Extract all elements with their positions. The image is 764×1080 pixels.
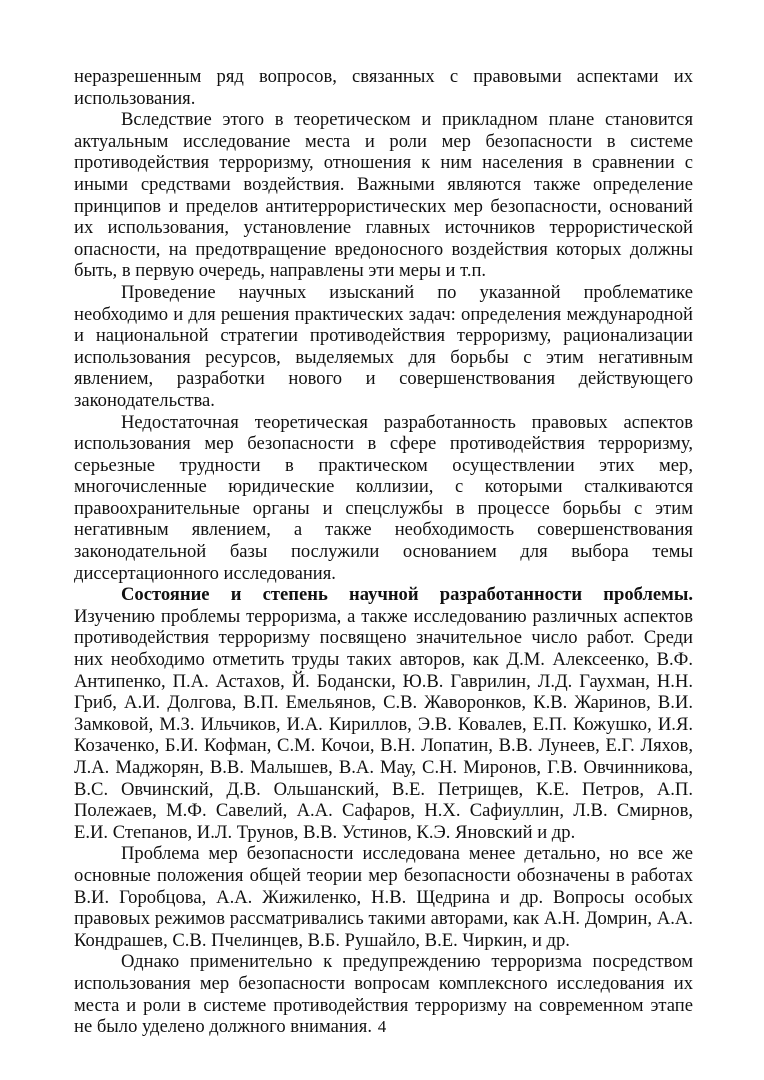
- page-number: 4: [377, 1017, 387, 1036]
- paragraph-1: неразрешенным ряд вопросов, связанных с правовыми аспектами их использования.: [74, 66, 693, 109]
- paragraph-4: Недостаточная теоретическая разработанность правовых аспектов использования мер безопасности в сфере противодействия терроризму, серьезные трудности в практическом осуществлении этих мер, многочисленные юридические коллизии, с которыми сталкиваются правоохранительные органы и спецслужбы в процессе борьбы с этим негативным явлением, а также необходимость совершенствования законодательной базы послужили основанием для выбора темы диссертационного исследования.: [74, 411, 693, 584]
- paragraph-6: Проблема мер безопасности исследована менее детально, но все же основные положения общей теории мер безопасности обозначены в работах В.И. Горобцова, А.А. Жижиленко, Н.В. Щедрина и др. Вопросы особых правовых режимов рассматривались такими авторами, как А.Н. Домрин, А.А. Кондрашев, С.В. Пчелинцев, В.Б. Рушайло, В.Е. Чиркин, и др.: [74, 843, 693, 951]
- body-text: [74, 66, 693, 1038]
- paragraph-2: Вследствие этого в теоретическом и прикладном плане становится актуальным исследование места и роли мер безопасности в системе противодействия терроризму, отношения к ним населения в сравнении с иными средствами воздействия. Важными являются также определение принципов и пределов антитеррористических мер безопасности, оснований их использования, установление главных источников террористической опасности, на предотвращение вредоносного воздействия которых должны быть, в первую очередь, направлены эти меры и т.п.: [74, 109, 693, 282]
- paragraph-7: Однако применительно к предупреждению терроризма посредством использования мер безопасности вопросам комплексного исследования их места и роли в системе противодействия терроризму на современном этапе не было уделено должного внимания.: [74, 951, 693, 1038]
- section-heading: Состояние и степень научной разработанности проблемы.: [121, 584, 693, 606]
- paragraph-5-text: Изучению проблемы терроризма, а также исследованию различных аспектов противодействия терроризму посвящено значительное число работ. Среди них необходимо отметить труды таких авторов, как Д.М. Алексеенко, В.Ф. Антипенко, П.А. Астахов, Й. Бодански, Ю.В. Гаврилин, Л.Д. Гаухман, Н.Н. Гриб, А.И. Долгова, В.П. Емельянов, С.В. Жаворонков, К.В. Жаринов, В.И. Замковой, М.З. Ильчиков, И.А. Кириллов, Э.В. Ковалев, Е.П. Кожушко, И.Я. Козаченко, Б.И. Кофман, С.М. Кочои, В.Н. Лопатин, В.В. Лунеев, Е.Г. Ляхов, Л.А. Маджорян, В.В. Малышев, В.А. Мау, С.Н. Миронов, Г.В. Овчинникова, В.С. Овчинский, Д.В. Ольшанский, В.Е. Петрищев, К.Е. Петров, А.П. Полежаев, М.Ф. Савелий, А.А. Сафаров, Н.Х. Сафиуллин, Л.В. Смирнов, Е.И. Степанов, И.Л. Трунов, В.В. Устинов, К.Э. Яновский и др.: [74, 605, 693, 843]
- paragraph-5: [74, 584, 693, 843]
- paragraph-3: Проведение научных изысканий по указанной проблематике необходимо и для решения практических задач: определения международной и национальной стратегии противодействия терроризму, рационализации использования ресурсов, выделяемых для борьбы с этим негативным явлением, разработки нового и совершенствования действующего законодательства.: [74, 281, 693, 411]
